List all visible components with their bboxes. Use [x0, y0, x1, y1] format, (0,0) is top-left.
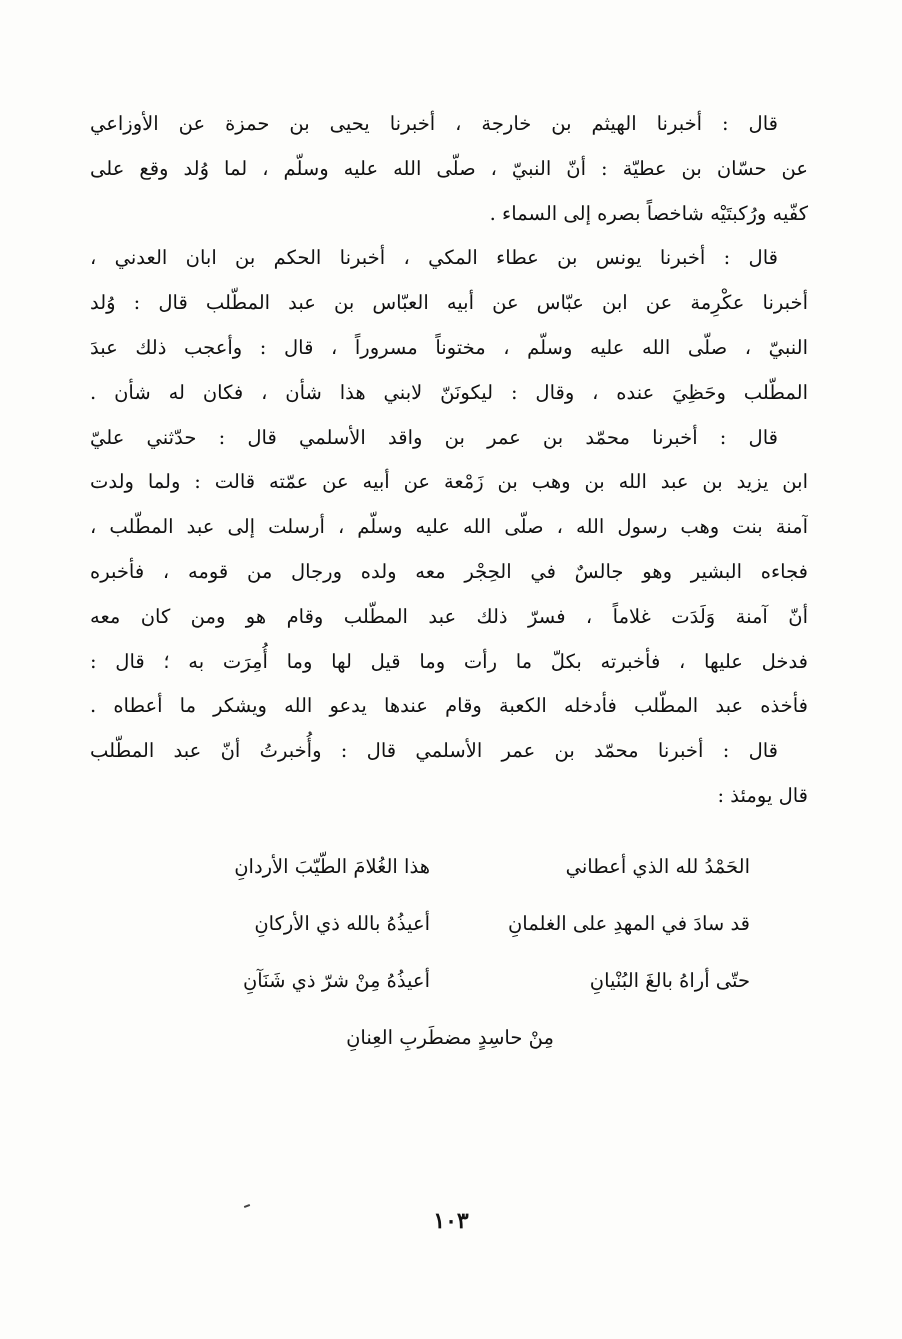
text-line: المطّلب وحَظِيَ عنده ، وقال : ليكونَنّ لابني هذا شأن ، فكان له شأن .	[90, 380, 808, 404]
text-line: أنّ آمنة وَلَدَت غلاماً ، فسرّ ذلك عبد المطّلب وقام هو ومن كان معه	[90, 604, 808, 628]
text-line: آمنة بنت وهب رسول الله ، صلّى الله عليه وسلّم ، أرسلت إلى عبد المطّلب ،	[90, 515, 808, 539]
text-line: فدخل عليها ، فأخبرته بكلّ ما رأت وما قيل لها وما أُمِرَت به ؛ قال :	[90, 649, 808, 673]
text-line: قال : أخبرنا محمّد بن عمر بن واقد الأسلمي قال : حدّثني عليّ	[90, 425, 778, 449]
text-line: فأخذه عبد المطّلب فأدخله الكعبة وقام عندها يدعو الله ويشكر ما أعطاه .	[90, 694, 808, 718]
poem-verse	[150, 838, 750, 895]
text-line: عن حسّان بن عطيّة : أنّ النبيّ ، صلّى الله عليه وسلّم ، لما وُلد وقع على	[90, 156, 808, 180]
text-line: فجاءه البشير وهو جالسٌ في الحِجْر معه ولده ورجال من قومه ، فأخبره	[90, 559, 808, 583]
text-line: قال يومئذ :	[717, 783, 808, 807]
verse-second-hemistich: أعيذُهُ مِنْ شرّ ذي شَنَآنِ	[242, 969, 430, 992]
poem-verse	[150, 1009, 750, 1066]
prose-block	[90, 102, 808, 819]
poem-verse	[150, 895, 750, 952]
text-line: أخبرنا عكْرِمة عن ابن عبّاس عن أبيه العبّاس بن عبد المطّلب قال : وُلد	[90, 291, 808, 315]
verse-second-hemistich: أعيذُهُ بالله ذي الأركانِ	[254, 912, 430, 935]
text-line: ابن يزيد بن عبد الله بن وهب بن زَمْعة عن أبيه عن عمّته قالت : ولما ولدت	[90, 470, 808, 494]
poem-verse	[150, 952, 750, 1009]
text-line: كفّيه ورُكبتَيْه شاخصاً بصره إلى السماء .	[489, 201, 808, 225]
verse-first-hemistich: الحَمْدُ لله الذي أعطاني	[565, 855, 750, 878]
poem-block	[150, 838, 750, 1066]
text-line: قال : أخبرنا يونس بن عطاء المكي ، أخبرنا الحكم بن ابان العدني ،	[90, 246, 778, 270]
verse-first-hemistich: حتّى أراهُ بالغَ البُنْيانِ	[589, 969, 750, 992]
text-line: النبيّ ، صلّى الله عليه وسلّم ، مختوناً مسروراً ، قال : وأعجب ذلك عبدَ	[90, 335, 808, 359]
text-line: قال : أخبرنا محمّد بن عمر الأسلمي قال : وأُخبرتُ أنّ عبد المطّلب	[90, 739, 778, 763]
verse-first-hemistich: قد سادَ في المهدِ على الغلمانِ	[507, 912, 750, 935]
verse-single-hemistich: مِنْ حاسِدٍ مضطَربِ العِنانِ	[346, 1026, 554, 1049]
verse-second-hemistich: هذا الغُلامَ الطّيّبَ الأردانِ	[234, 855, 430, 878]
text-line: قال : أخبرنا الهيثم بن خارجة ، أخبرنا يحيى بن حمزة عن الأوزاعي	[90, 112, 778, 135]
page-number: ١٠٣	[433, 1208, 469, 1234]
